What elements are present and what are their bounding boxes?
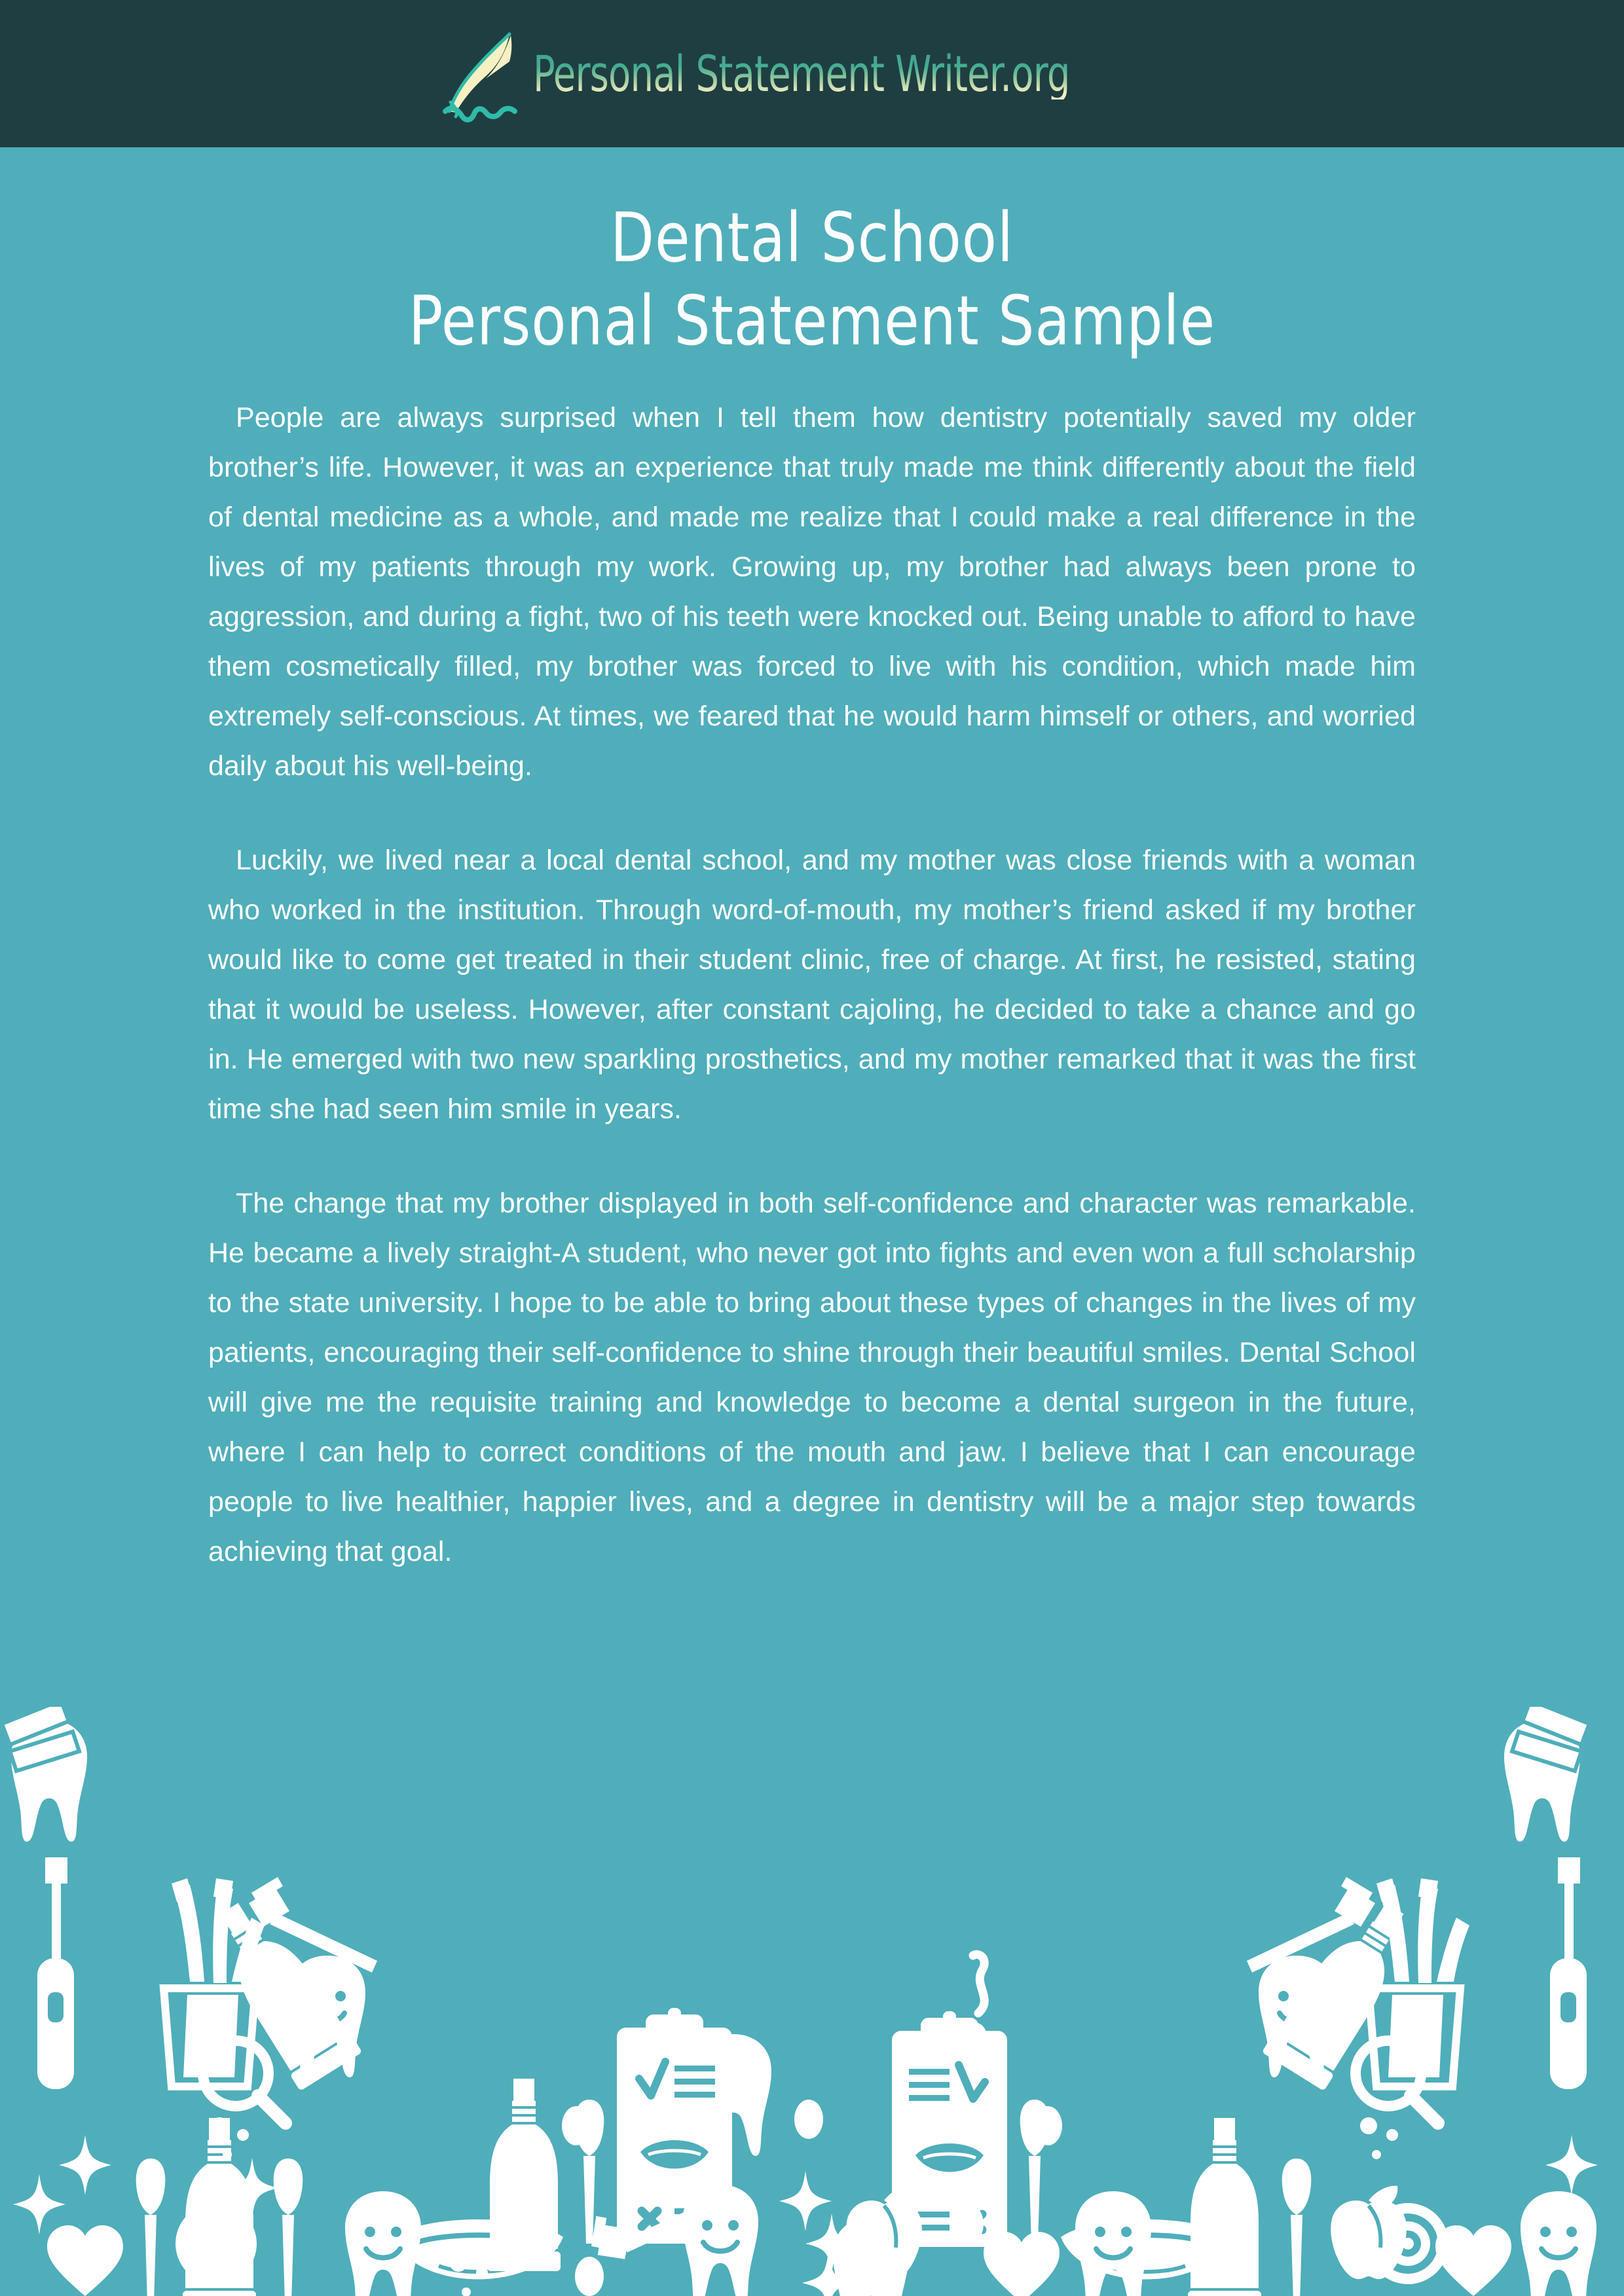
dental-clipboard-icon [892,2011,1007,2247]
toothpaste-tube-icon [183,2118,256,2296]
blob-icon [575,2257,604,2296]
heart-tooth-icon [669,2042,745,2113]
site-logo[interactable] [436,25,1188,123]
dental-floss-icon [175,2203,257,2284]
apple-icon [1331,2186,1407,2280]
site-header-bar [0,0,1624,147]
sparkle-icon [1545,2135,1598,2195]
blob-icon [562,2106,591,2145]
dental-probe-icon [575,2100,604,2244]
smile-mouth-icon [1061,2219,1231,2280]
blob-icon [794,2100,823,2139]
dental-probe-icon [274,2159,303,2296]
dental-probe-icon [136,2159,166,2296]
sparkle-icon [13,2174,65,2234]
sparkle-icon [805,2214,858,2274]
tooth-icon [695,2034,771,2156]
magnifier-icon [203,2041,286,2123]
dental-clipboard-icon [617,2008,732,2244]
apple-icon [846,2186,922,2280]
sparkle-dots-icon [211,2117,249,2159]
toothbrush-cup-icon [164,1878,265,2086]
sparkle-icon [802,2253,855,2296]
electric-toothbrush-icon [1550,1857,1587,2089]
smiling-tooth-icon [345,2191,421,2296]
toothbrush-icon [249,1877,377,1973]
essay-body [208,393,1416,1576]
heart-icon [984,2232,1060,2296]
smiling-tooth-icon [1521,2191,1596,2296]
dental-icons-band [0,1707,1624,2296]
tooth-icon [833,2217,909,2296]
essay-paragraph: People are always surprised when I tell them how dentistry potentially saved my older brother’s life. However, it was an experience that truly made me think differently about the field of dental medicine as a whole, and made me realize that I could make a real difference in the lives of my patients through my work. Growing up, my brother had always been prone to aggression, and during a fight, two of his teeth were knocked out. Being unable to afford to have them cosmetically filled, my brother was forced to live with his condition, which made him extremely self-conscious. At times, we feared that he would harm himself or others, and worried daily about his well-being. [208,402,1416,782]
tooth-with-braces-icon [2,1707,87,1842]
smiling-tooth-icon [1259,1956,1335,2077]
heart-icon [1435,2225,1511,2296]
toothpaste-tube-icon [198,1889,363,2091]
blob-icon [955,2204,984,2244]
smiling-tooth-icon [1075,2191,1151,2296]
toothbrush-icon [578,2140,733,2296]
blob-icon [1033,2106,1062,2145]
sparkle-icon [226,2158,278,2218]
smile-mouth-icon [393,2219,563,2280]
tooth-with-braces-icon [1504,1707,1589,1842]
feather-quill-icon [436,25,521,123]
toothpaste-tube-icon [487,2079,561,2271]
sparkle-dots-icon [450,2255,488,2296]
toothpaste-tube-icon [1262,1889,1426,2091]
toothpaste-tube-icon [1188,2118,1261,2296]
smiling-tooth-icon [289,1956,365,2077]
toothbrush-cup-icon [1369,1878,1469,2086]
essay-paragraph: Luckily, we lived near a local dental school, and my mother was close friends with a woman who worked in the institution. Through word-of-mouth, my mother’s friend asked if my brother would like to come get treated in their student clinic, free of charge. At first, he resisted, stating that it would be useless. However, after constant cajoling, he decided to take a chance and go in. He emerged with two new sparkling prosthetics, and my mother remarked that it was the first time she had seen him smile in years. [208,845,1416,1125]
sparkle-icon [59,2135,111,2195]
page-title-line-2: Personal Statement Sample [408,280,1216,361]
magnifier-icon [1356,2041,1438,2123]
heart-icon [47,2225,123,2296]
brand-wordmark: Personal Statement Writer.org [533,44,1070,103]
dental-probe-icon [1282,2159,1312,2296]
sparkle-dots-icon [1360,2117,1398,2159]
smiling-tooth-icon [682,2185,758,2296]
page-title [0,196,1624,363]
essay-paragraph: The change that my brother displayed in both self-confidence and character was remarkable. He became a lively straight-A student, who never got into fights and even won a full scholarship to the state university. I hope to be able to bring about these types of changes in the lives of my patients, encouraging their self-confidence to shine through their beautiful smiles. Dental School will give me the requisite training and knowledge to become a dental surgeon in the future, where I can help to correct conditions of the mouth and jaw. I believe that I can encourage people to live healthier, happier lives, and a degree in dentistry will be a major step towards achieving that goal. [208,1188,1416,1567]
dental-floss-icon [1367,2203,1449,2284]
dental-probe-icon [1020,2100,1050,2244]
electric-toothbrush-icon [37,1857,74,2089]
page-title-line-1: Dental School [610,198,1014,278]
sparkle-icon [779,2171,832,2231]
dental-drill-icon [953,1954,998,2148]
toothbrush-icon [1247,1877,1375,1973]
